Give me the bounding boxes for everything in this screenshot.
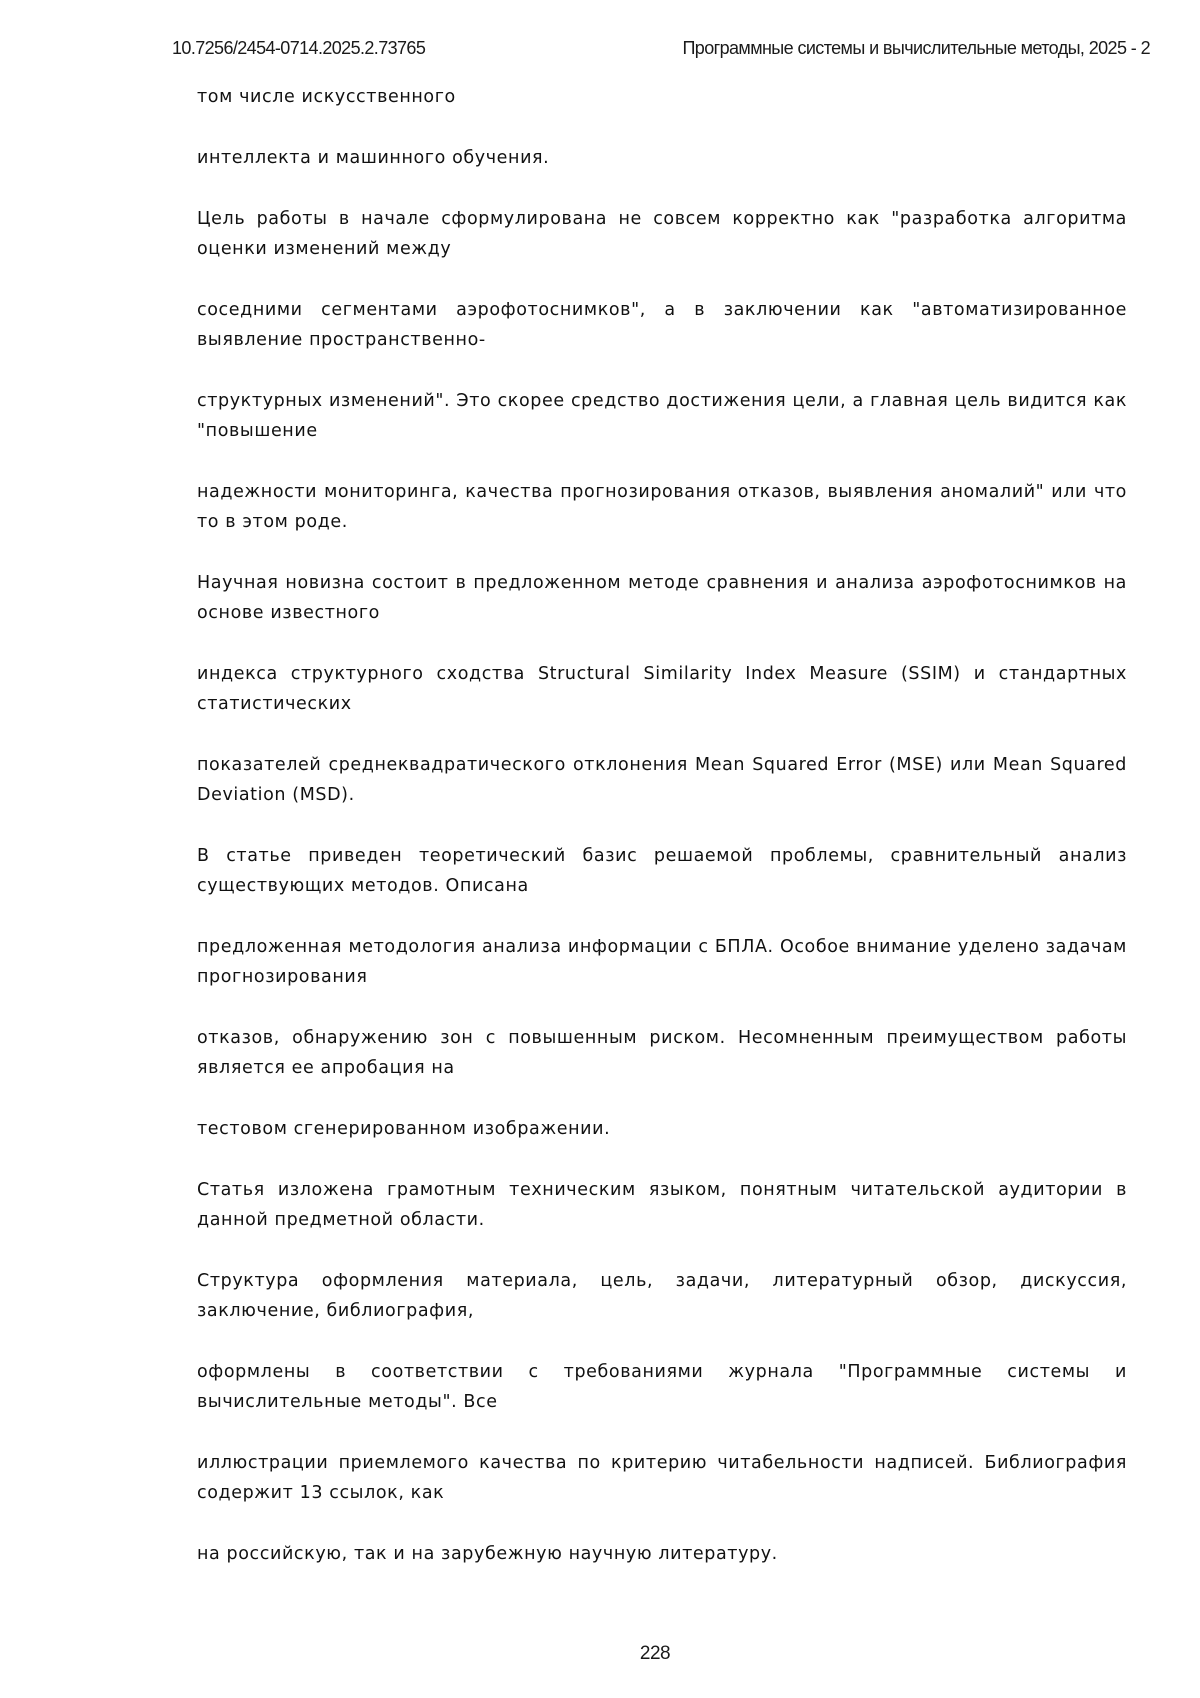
paragraph: Цель работы в начале сформулирована не совсем корректно как "разработка алгоритма оценки изменений между <box>197 209 1127 259</box>
paragraph: В статье приведен теоретический базис решаемой проблемы, сравнительный анализ существующих методов. Описана <box>197 846 1127 896</box>
paragraph: интеллекта и машинного обучения. <box>197 148 550 168</box>
paragraph: соседними сегментами аэрофотоснимков", а в заключении как "автоматизированное выявление пространственно- <box>197 300 1127 350</box>
paragraph: структурных изменений". Это скорее средство достижения цели, а главная цель видится как "повышение <box>197 391 1127 441</box>
paragraph: надежности мониторинга, качества прогнозирования отказов, выявления аномалий" или что то в этом роде. <box>197 482 1127 532</box>
paragraph: Научная новизна состоит в предложенном методе сравнения и анализа аэрофотоснимков на основе известного <box>197 573 1127 623</box>
paragraph: предложенная методология анализа информации с БПЛА. Особое внимание уделено задачам прогнозирования <box>197 937 1127 987</box>
paragraph: том числе искусственного <box>197 87 456 107</box>
paragraph: на российскую, так и на зарубежную научную литературу. <box>197 1544 778 1564</box>
paragraph: Структура оформления материала, цель, задачи, литературный обзор, дискуссия, заключение, библиография, <box>197 1271 1127 1321</box>
paragraph: Статья изложена грамотным техническим языком, понятным читательской аудитории в данной предметной области. <box>197 1180 1127 1230</box>
article-doi: 10.7256/2454-0714.2025.2.73765 <box>172 38 426 58</box>
paragraph: индекса структурного сходства Structural Similarity Index Measure (SSIM) и стандартных статистических <box>197 664 1127 714</box>
paragraph: показателей среднеквадратического отклонения Mean Squared Error (MSE) или Mean Squared Deviation (MSD). <box>197 755 1127 805</box>
page-number: 228 <box>639 1643 671 1664</box>
paragraph: оформлены в соответствии с требованиями журнала "Программные системы и вычислительные методы". Все <box>197 1362 1127 1412</box>
journal-title: Программные системы и вычислительные методы, 2025 - 2 <box>682 38 1150 58</box>
running-header <box>172 38 1150 62</box>
review-text <box>197 82 1127 1600</box>
paragraph: иллюстрации приемлемого качества по критерию читабельности надписей. Библиография содержит 13 ссылок, как <box>197 1453 1127 1503</box>
paragraph: отказов, обнаружению зон с повышенным риском. Несомненным преимуществом работы является ее апробация на <box>197 1028 1127 1078</box>
paragraph: тестовом сгенерированном изображении. <box>197 1119 611 1139</box>
